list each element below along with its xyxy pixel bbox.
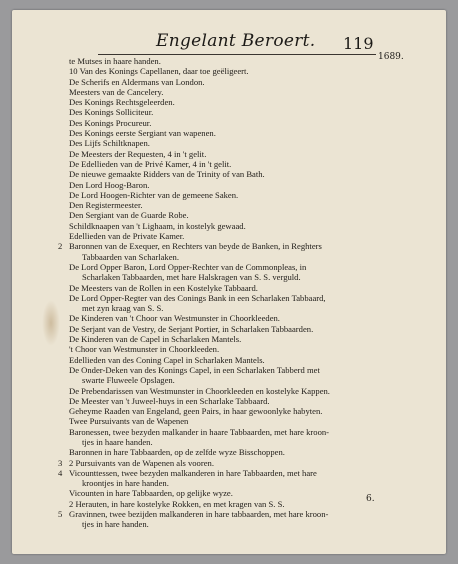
margin-number: 2 (58, 241, 63, 252)
page-number: 119 (343, 34, 374, 53)
line-text: Meesters van de Cancelery. (69, 86, 164, 97)
document-page (12, 10, 446, 554)
line-text: Den Registermeester. (69, 200, 143, 211)
text-line (12, 478, 446, 488)
line-text: De Kinderen van 't Choor van Westmunster in Choorkleeden. (69, 313, 280, 324)
line-text: Des Konings eerste Sergiant van wapenen. (69, 128, 216, 139)
margin-number: 3 (58, 457, 63, 468)
line-text: Scharlaken Tabbaarden, met hare Halskragen van S. S. verguld. (82, 272, 301, 283)
line-text: Den Lord Hoog-Baron. (69, 179, 150, 190)
text-line (12, 416, 446, 426)
text-line (12, 283, 446, 293)
text-line (12, 447, 446, 457)
text-line (12, 241, 446, 251)
text-line (12, 128, 446, 138)
line-text: kroontjes in hare handen. (82, 478, 169, 489)
line-text: De Meesters van de Rollen in een Kostelyke Tabbaard. (69, 282, 258, 293)
line-text: met zyn kraag van S. S. (82, 303, 164, 314)
line-text: 2 Herauten, in hare kostelyke Rokken, en met kragen van S. S. (69, 498, 285, 509)
text-line (12, 138, 446, 148)
text-line (12, 97, 446, 107)
line-text: Vicounten in hare Tabbaarden, op gelijke wyze. (69, 488, 233, 499)
line-text: 't Choor van Westmunster in Choorkleeden. (69, 344, 220, 355)
text-line (12, 334, 446, 344)
line-text: Den Sergiant van de Guarde Robe. (69, 210, 189, 221)
line-text: 10 Van des Konings Capellanen, daar toe geëligeert. (69, 66, 249, 77)
line-text: De Meester van 't Juweel-huys in een Scharlake Tabbaard. (69, 395, 270, 406)
line-text: Tabbaarden van Scharlaken. (82, 251, 179, 262)
line-text: tjes in hare handen. (82, 519, 149, 530)
text-body (12, 56, 446, 530)
line-text: Baronnen in hare Tabbaarden, op de zelfde wyze Bisschoppen. (69, 447, 285, 458)
text-line (12, 272, 446, 282)
text-line (12, 118, 446, 128)
text-line (12, 252, 446, 262)
text-line (12, 169, 446, 179)
line-text: De Kinderen van de Capel in Scharlaken Mantels. (69, 334, 242, 345)
line-text: Schildknaapen van 't Lighaam, in kostelyk gewaad. (69, 220, 246, 231)
text-line (12, 180, 446, 190)
text-line (12, 375, 446, 385)
line-text: 2 Pursuivants van de Wapenen als vooren. (69, 457, 214, 468)
line-text: De Onder-Deken van des Konings Capel, in een Scharlaken Tabberd met (69, 364, 320, 375)
text-line (12, 231, 446, 241)
text-line (12, 344, 446, 354)
line-text: Baronessen, twee bezyden malkander in haare Tabbaarden, met hare kroon- (69, 426, 330, 437)
line-text: tjes in haare handen. (82, 436, 153, 447)
text-line (12, 56, 446, 66)
line-text: De Prebendarissen van Westmunster in Choorkleeden en kostelyke Kappen. (69, 385, 330, 396)
text-line (12, 499, 446, 509)
text-line (12, 313, 446, 323)
text-line (12, 458, 446, 468)
line-text: De Edellieden van de Privé Kamer, 4 in 't gelit. (69, 158, 232, 169)
text-line (12, 190, 446, 200)
text-line (12, 509, 446, 519)
margin-number: 4 (58, 467, 63, 478)
text-line (12, 386, 446, 396)
line-text: De Lord Hoogen-Richter van de gemeene Saken. (69, 189, 239, 200)
text-line (12, 303, 446, 313)
text-line (12, 365, 446, 375)
text-line (12, 107, 446, 117)
header-rule (98, 54, 376, 55)
line-text: De nieuwe gemaakte Ridders van de Trinity of van Bath. (69, 169, 265, 180)
text-line (12, 396, 446, 406)
text-line (12, 66, 446, 76)
line-text: De Scherifs en Aldermans van London. (69, 76, 205, 87)
text-line (12, 519, 446, 529)
line-text: Twee Pursuivants van de Wapenen (69, 416, 189, 427)
line-text: Des Konings Rechtsgeleerden. (69, 97, 175, 108)
text-line (12, 406, 446, 416)
text-line (12, 427, 446, 437)
line-text: De Lord Opper-Regter van des Conings Bank in een Scharlaken Tabbaard, (69, 292, 326, 303)
text-line (12, 355, 446, 365)
signature-mark: 6. (366, 494, 375, 504)
text-line (12, 293, 446, 303)
line-text: Des Konings Solliciteur. (69, 107, 154, 118)
text-line (12, 262, 446, 272)
line-text: Gravinnen, twee bezijden malkanderen in hare tabbaarden, met hare kroon- (69, 509, 329, 520)
year-annotation: 1689. (378, 52, 404, 62)
line-text: Vicounttessen, twee bezyden malkanderen in hare Tabbaarden, met hare (69, 467, 317, 478)
text-line (12, 437, 446, 447)
margin-number: 5 (58, 509, 63, 520)
text-line (12, 149, 446, 159)
text-line (12, 488, 446, 498)
text-line (12, 159, 446, 169)
text-line (12, 210, 446, 220)
line-text: De Serjant van de Vestry, de Serjant Portier, in Scharlaken Tabbaarden. (69, 323, 314, 334)
line-text: Baronnen van de Exequer, en Rechters van beyde de Banken, in Reghters (69, 241, 322, 252)
line-text: Edellieden van de Private Kamer. (69, 231, 185, 242)
text-line (12, 77, 446, 87)
text-line (12, 200, 446, 210)
line-text: Geheyme Raaden van Engeland, geen Pairs, in haar gewoonlyke habyten. (69, 406, 323, 417)
text-line (12, 468, 446, 478)
text-line (12, 324, 446, 334)
line-text: Des Konings Procureur. (69, 117, 152, 128)
line-text: te Mutses in haare handen. (69, 56, 161, 66)
line-text: swarte Fluweele Opslagen. (82, 375, 175, 386)
text-line (12, 221, 446, 231)
line-text: Des Lijfs Schiltknapen. (69, 138, 150, 149)
page-title: Engelant Beroert. (156, 31, 316, 51)
text-line (12, 87, 446, 97)
line-text: De Lord Opper Baron, Lord Opper-Rechter van de Commonpleas, in (69, 261, 307, 272)
line-text: De Meesters der Requesten, 4 in 't gelit. (69, 148, 207, 159)
line-text: Edellieden van des Coning Capel in Scharlaken Mantels. (69, 354, 265, 365)
